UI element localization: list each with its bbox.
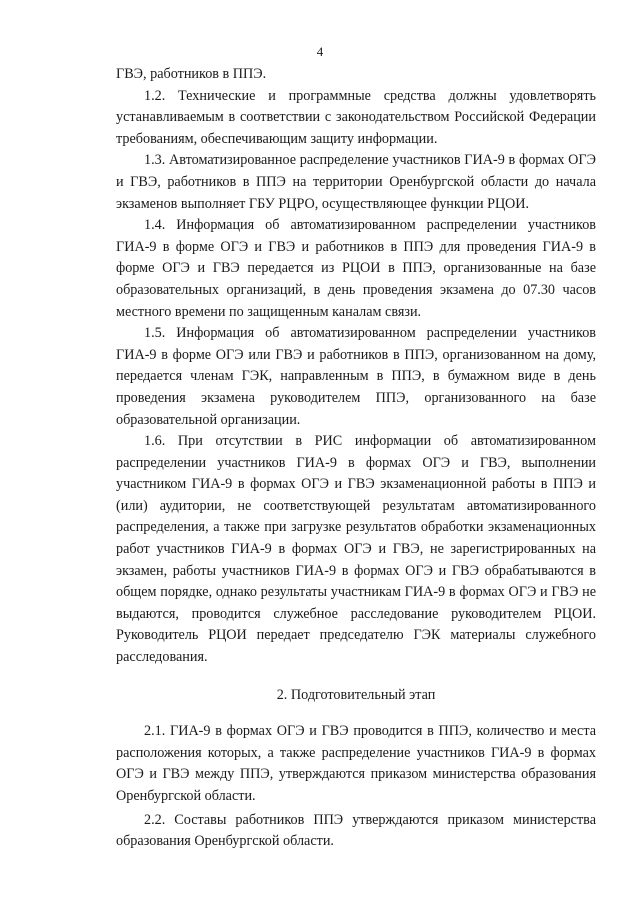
- paragraph-1-3: 1.3. Автоматизированное распределение участников ГИА-9 в формах ОГЭ и ГВЭ, работников в ППЭ на территории Оренбургской области до начала экзаменов выполняет ГБУ РЦРО, осуществляющее функции РЦОИ.: [116, 152, 596, 212]
- section-title: 2. Подготовительный этап: [276, 686, 436, 703]
- paragraph-1-6: 1.6. При отсутствии в РИС информации об автоматизированном распределении участников ГИА-9 в формах ОГЭ и ГВЭ, выполнении участником ГИА-9 в формах ОГЭ и ГВЭ экзаменационной работы в ППЭ и (или) аудитории, не соответствующей результатам автоматизированного распределения, а также при загрузке результатов обработки экзаменационных работ участников ГИА-9 в формах ОГЭ и ГВЭ, не зарегистрированных на экзамен, работы участников ГИА-9 в формах ОГЭ и ГВЭ обрабатываются в общем порядке, однако результаты участникам ГИА-9 в формах ОГЭ и ГВЭ не выдаются, проводится служебное расследование руководителем РЦОИ. Руководитель РЦОИ передает председателю ГЭК материалы служебного расследования.: [116, 433, 596, 666]
- paragraph-2-1: 2.1. ГИА-9 в формах ОГЭ и ГВЭ проводится в ППЭ, количество и места расположения которых, а также распределение участников ГИА-9 в формах ОГЭ и ГВЭ между ППЭ, утверждаются приказом министерства образования Оренбургской области.: [116, 723, 596, 804]
- paragraph-2-2: 2.2. Составы работников ППЭ утверждаются приказом министерства образования Оренбургской области.: [116, 811, 596, 850]
- paragraph-1-2: 1.2. Технические и программные средства должны удовлетворять устанавливаемым в соответствии с законодательством Российской Федерации требованиям, обеспечивающим защиту информации.: [116, 87, 596, 147]
- paragraph-continuation: ГВЭ, работников в ППЭ.: [116, 66, 267, 82]
- document-body: [116, 64, 596, 853]
- paragraph-1-5: 1.5. Информация об автоматизированном распределении участников ГИА-9 в форме ОГЭ или ГВЭ и работников в ППЭ, организованном на дому, передается членам ГЭК, направленным в ППЭ, в бумажном виде в день проведения экзамена руководителем ППЭ, организованного на базе образовательной организации.: [116, 325, 596, 428]
- page-number: 4: [316, 44, 324, 59]
- paragraph-1-4: 1.4. Информация об автоматизированном распределении участников ГИА-9 в форме ОГЭ и ГВЭ и работников в ППЭ для проведения ГИА-9 в форме ОГЭ и ГВЭ передается из РЦОИ в ППЭ, организованные на базе образовательных организаций, в день проведения экзамена до 07.30 часов местного времени по защищенным каналам связи.: [116, 217, 596, 320]
